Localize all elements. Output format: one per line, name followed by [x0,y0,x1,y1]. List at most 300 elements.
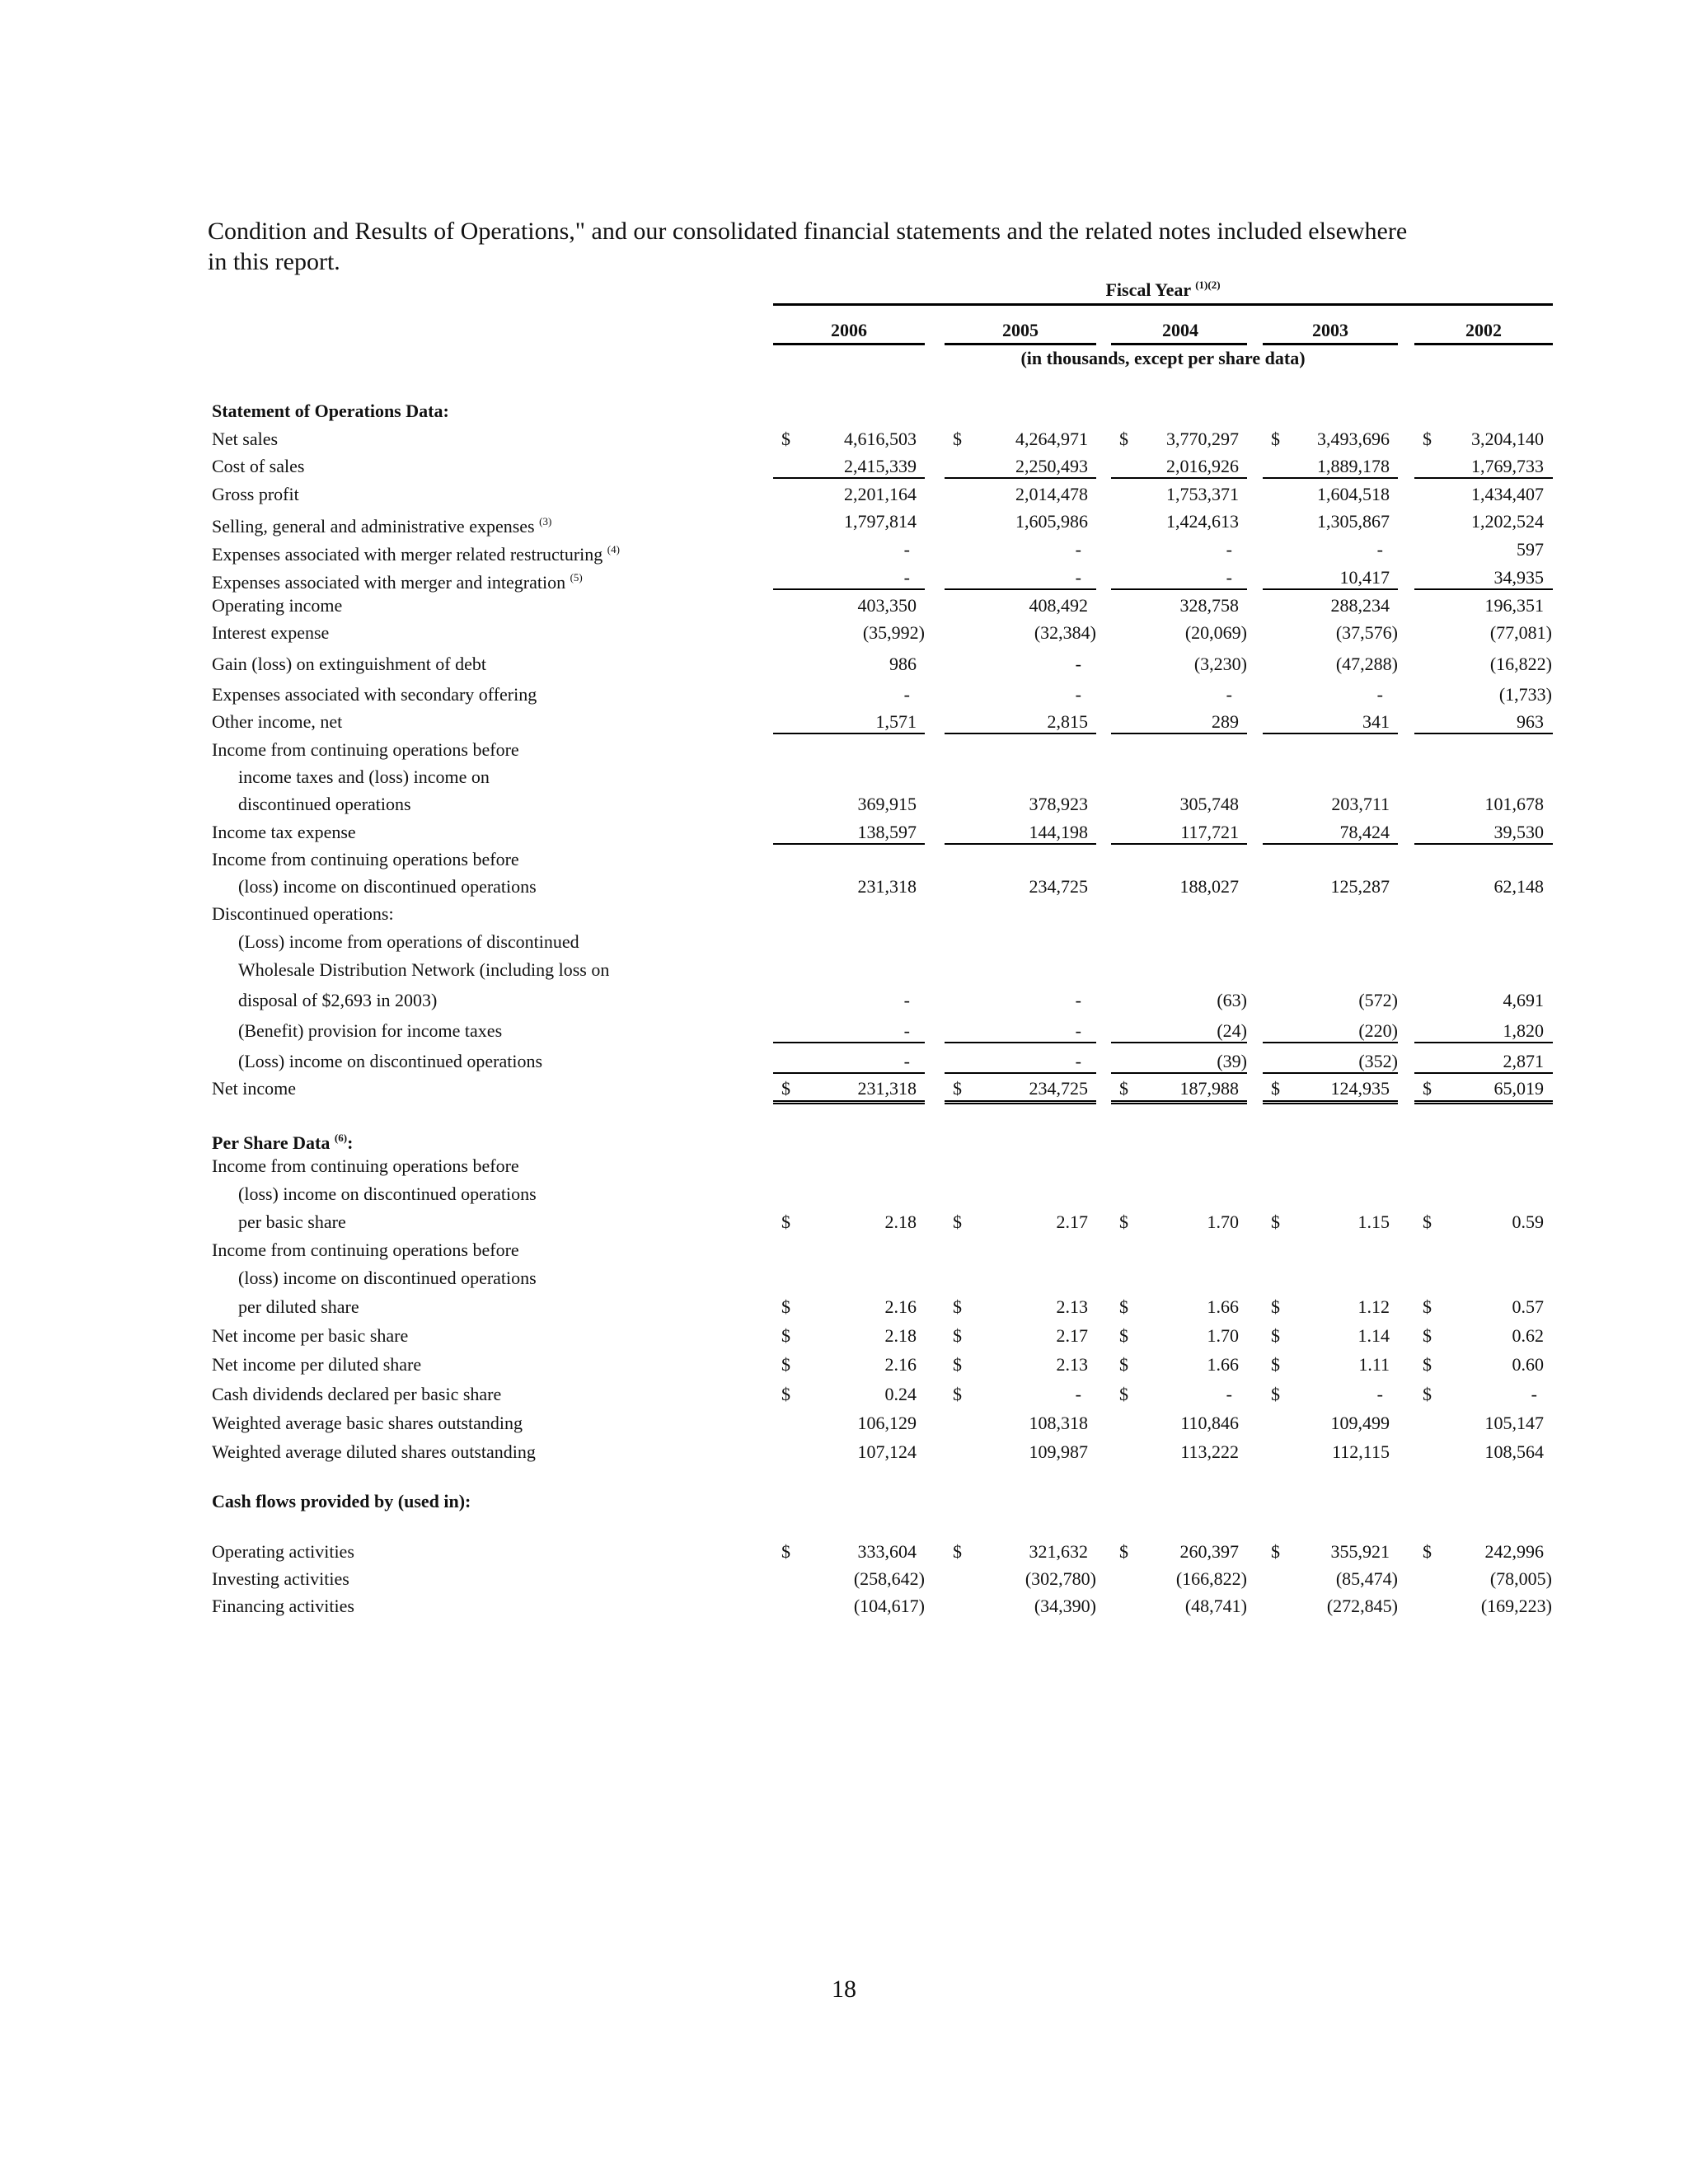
table-cell: 2,871 [1503,1051,1544,1071]
table-cell: 355,921 [1330,1541,1390,1562]
table-cell: 124,935 [1330,1078,1390,1099]
table-cell: 234,725 [1029,876,1088,897]
table-row [0,1324,1688,1348]
row-label-text: disposal of $2,693 in 2003) [238,990,438,1010]
table-cell: 105,147 [1484,1413,1544,1433]
table-cell: 597 [1517,539,1544,560]
dollar-sign: $ [1119,1078,1128,1099]
table-cell: (20,069) [1184,622,1247,643]
table-cell: 2.16 [884,1296,917,1317]
dollar-sign: $ [953,429,962,449]
table-cell: 78,424 [1339,822,1390,842]
table-row [0,593,1688,618]
row-label-text: Gain (loss) on extinguishment of debt [212,654,487,674]
table-cell: 0.24 [884,1384,917,1404]
table-cell: - [1075,1051,1081,1071]
table-cell: 231,318 [857,876,917,897]
table-cell: - [1226,567,1232,588]
table-cell: 144,198 [1029,822,1088,842]
row-label-text: Net income [212,1078,297,1099]
table-cell: 1,202,524 [1471,511,1544,532]
table-cell: 196,351 [1484,595,1544,616]
table-cell: 288,234 [1330,595,1390,616]
table-cell: - [1376,1384,1383,1404]
dollar-sign: $ [1271,429,1280,449]
table-cell: 3,204,140 [1471,429,1544,449]
intro-paragraph [208,216,1568,277]
footnote-ref: (5) [570,571,583,583]
table-cell: 4,691 [1503,990,1544,1010]
dollar-sign: $ [781,429,790,449]
year-header-rule [1263,343,1398,345]
dollar-sign: $ [1423,1296,1432,1317]
table-cell: - [1075,539,1081,560]
dollar-sign: $ [781,1296,790,1317]
row-label-text: Investing activities [212,1568,349,1589]
table-row [0,1019,1688,1043]
table-cell: 110,846 [1180,1413,1239,1433]
row-label [212,1594,354,1619]
table-cell: 112,115 [1332,1441,1390,1462]
table-row [0,537,1688,565]
table-cell: - [903,990,910,1010]
row-label [212,482,299,507]
table-cell: 1,605,986 [1015,511,1088,532]
fiscal-year-title [773,279,1553,301]
table-cell: 0.62 [1512,1325,1544,1346]
table-row [0,1411,1688,1436]
row-label-text: (Loss) income from operations of discontinued [238,931,579,952]
table-cell: (1,733) [1498,684,1552,705]
table-cell: 242,996 [1484,1541,1544,1562]
underline [1414,1042,1553,1043]
dollar-sign: $ [1119,1354,1128,1375]
table-row [0,930,1688,954]
table-cell: 1,424,613 [1166,511,1239,532]
table-cell: 2.13 [1056,1296,1088,1317]
row-label-text: (loss) income on discontinued operations [238,1183,537,1204]
row-label-text: Income from continuing operations before [212,849,519,869]
table-row [0,1238,1688,1263]
underline [1414,843,1553,845]
row-label-text: (Benefit) provision for income taxes [238,1020,503,1041]
table-cell: 1,820 [1503,1020,1544,1041]
table-cell: (85,474) [1335,1568,1398,1589]
page-number: 18 [832,1975,856,2003]
table-cell: - [1075,684,1081,705]
table-cell: 2.13 [1056,1354,1088,1375]
row-label [238,1182,537,1207]
table-row [0,482,1688,507]
dollar-sign: $ [1423,1354,1432,1375]
table-cell: 963 [1517,711,1544,732]
dollar-sign: $ [1271,1541,1280,1562]
table-cell: 1.70 [1207,1325,1239,1346]
table-cell: 34,935 [1493,567,1544,588]
table-row [0,1382,1688,1407]
row-label-text: Net income per basic share [212,1325,409,1346]
row-label [212,537,620,567]
row-label-text: (loss) income on discontinued operations [238,1268,537,1288]
row-label [212,710,342,734]
table-cell: 188,027 [1179,876,1239,897]
row-label [212,1352,421,1377]
year-header-rule [773,343,925,345]
dollar-sign: $ [953,1078,962,1099]
row-label [212,1324,408,1348]
table-row [0,874,1688,899]
fiscal-year-title-text: Fiscal Year [1105,279,1191,300]
row-label [238,1019,502,1043]
row-label-text: Expenses associated with secondary offering [212,684,537,705]
table-cell: (47,288) [1335,654,1398,674]
table-cell: - [903,684,910,705]
row-label [212,820,356,845]
table-row [0,902,1688,926]
table-row [0,1049,1688,1074]
dollar-sign: $ [953,1296,962,1317]
table-cell: - [903,539,910,560]
section-heading-text: Statement of Operations Data: [212,401,449,421]
row-label [212,565,583,595]
table-cell: - [1075,1020,1081,1041]
row-label-text: income taxes and (loss) income on [238,766,490,787]
row-label-text: Income from continuing operations before [212,739,519,760]
row-label-text: discontinued operations [238,794,411,814]
table-cell: 203,711 [1331,794,1390,814]
row-label-text: Other income, net [212,711,343,732]
table-cell: 3,493,696 [1317,429,1390,449]
dollar-sign: $ [1119,1212,1128,1232]
row-label-text: Cash dividends declared per basic share [212,1384,502,1404]
intro-line-1: Condition and Results of Operations," and our consolidated financial statements and the related notes included elsewhere [208,218,1408,245]
table-cell: (78,005) [1489,1568,1552,1589]
row-label-text: Income tax expense [212,822,356,842]
row-label-text: Gross profit [212,484,299,504]
table-row [0,1489,1688,1514]
table-cell: 109,499 [1330,1413,1390,1433]
row-label [238,1295,359,1319]
table-cell: 1.14 [1357,1325,1390,1346]
dollar-sign: $ [781,1212,790,1232]
table-cell: (352) [1358,1051,1398,1071]
dollar-sign: $ [1119,1541,1128,1562]
row-label [238,1049,542,1074]
table-row [0,820,1688,845]
table-row [0,682,1688,707]
table-cell: 2.18 [884,1212,917,1232]
table-cell: 4,264,971 [1015,429,1088,449]
dollar-sign: $ [781,1541,790,1562]
table-cell: 0.57 [1512,1296,1544,1317]
year-header-0: 2006 [831,320,867,340]
table-cell: - [903,1020,910,1041]
fiscal-year-rule [773,303,1553,306]
fiscal-year-footnote-ref: (1)(2) [1195,279,1221,291]
table-cell: 1.15 [1357,1212,1390,1232]
year-header-rule [945,343,1096,345]
section-heading-suffix: : [347,1132,354,1153]
table-row [0,1567,1688,1591]
row-label-text: per basic share [238,1212,346,1232]
table-cell: (220) [1358,1020,1398,1041]
row-label-text: Discontinued operations: [212,903,394,924]
table-cell: (35,992) [862,622,925,643]
table-row [0,454,1688,479]
dollar-sign: $ [1119,1325,1128,1346]
dollar-sign: $ [1423,1078,1432,1099]
table-cell: 1,769,733 [1471,456,1544,476]
table-row [0,958,1688,982]
table-cell: - [1075,990,1081,1010]
table-row [0,1266,1688,1291]
table-row [0,1540,1688,1564]
table-cell: 108,564 [1484,1441,1544,1462]
row-label [212,1567,349,1591]
table-cell: (34,390) [1034,1596,1096,1616]
table-cell: - [1226,539,1232,560]
table-row [0,621,1688,645]
row-label-text: Expenses associated with merger and integration [212,572,566,593]
dollar-sign: $ [1423,1541,1432,1562]
dollar-sign: $ [1423,429,1432,449]
table-row [0,427,1688,452]
table-cell: 341 [1362,711,1390,732]
table-cell: (37,576) [1335,622,1398,643]
table-cell: 1,305,867 [1317,511,1390,532]
table-cell: 2,016,926 [1166,456,1239,476]
row-label [212,902,394,926]
table-cell: 62,148 [1493,876,1544,897]
table-row [0,1440,1688,1465]
row-label [212,1440,536,1465]
table-cell: 0.60 [1512,1354,1544,1375]
dollar-sign: $ [1271,1354,1280,1375]
table-cell: 125,287 [1330,876,1390,897]
table-cell: - [1226,684,1232,705]
table-cell: - [903,1051,910,1071]
dollar-sign: $ [1271,1212,1280,1232]
table-row [0,847,1688,872]
table-row [0,710,1688,734]
footnote-ref: (3) [539,515,552,527]
table-row [0,1594,1688,1619]
double-underline [1414,1100,1553,1104]
table-cell: 333,604 [857,1541,917,1562]
table-cell: 234,725 [1029,1078,1088,1099]
table-row [0,1076,1688,1101]
row-label-text: Selling, general and administrative expenses [212,516,535,537]
dollar-sign: $ [1119,1384,1128,1404]
section-heading [212,399,449,424]
table-cell: 10,417 [1339,567,1390,588]
section-heading [212,1489,471,1514]
table-cell: - [903,567,910,588]
row-label [238,1266,537,1291]
table-cell: 1,797,814 [844,511,917,532]
dollar-sign: $ [781,1078,790,1099]
table-cell: 1.12 [1357,1296,1390,1317]
table-cell: - [1376,539,1383,560]
table-row [0,1126,1688,1151]
dollar-sign: $ [1119,429,1128,449]
table-cell: 328,758 [1179,595,1239,616]
table-cell: (39) [1217,1051,1247,1071]
dollar-sign: $ [953,1384,962,1404]
table-cell: 2.18 [884,1325,917,1346]
table-cell: 378,923 [1029,794,1088,814]
row-label-text: Expenses associated with merger related restructuring [212,544,603,565]
table-cell: (16,822) [1489,654,1552,674]
section-heading-text: Per Share Data [212,1132,331,1153]
year-header-2: 2004 [1162,320,1198,340]
row-label-text: Financing activities [212,1596,354,1616]
table-cell: 65,019 [1493,1078,1544,1099]
table-cell: (32,384) [1034,622,1096,643]
table-cell: 2.17 [1056,1325,1088,1346]
table-cell: 2,815 [1047,711,1088,732]
table-row [0,792,1688,817]
dollar-sign: $ [1119,1296,1128,1317]
table-cell: 2.16 [884,1354,917,1375]
table-cell: (77,081) [1489,622,1552,643]
year-header-rule [1414,343,1553,345]
table-row [0,1154,1688,1179]
table-row [0,509,1688,537]
table-cell: 106,129 [857,1413,917,1433]
table-cell: 408,492 [1029,595,1088,616]
row-label [212,593,342,618]
row-label [212,1382,501,1407]
dollar-sign: $ [1271,1384,1280,1404]
dollar-sign: $ [953,1212,962,1232]
table-cell: - [1376,684,1383,705]
underline [1414,588,1553,590]
table-row [0,988,1688,1013]
table-cell: - [1075,654,1081,674]
table-cell: - [1075,567,1081,588]
row-label-text: Weighted average diluted shares outstanding [212,1441,536,1462]
table-cell: 107,124 [857,1441,917,1462]
dollar-sign: $ [1271,1296,1280,1317]
table-row [0,652,1688,677]
row-label [212,509,551,539]
row-label [212,738,519,762]
table-cell: - [1226,1384,1232,1404]
table-cell: (48,741) [1184,1596,1247,1616]
dollar-sign: $ [781,1325,790,1346]
table-row [0,399,1688,424]
underline [1414,1072,1553,1074]
table-cell: 101,678 [1484,794,1544,814]
table-cell: 109,987 [1029,1441,1088,1462]
table-cell: - [1531,1384,1537,1404]
row-label-text: Income from continuing operations before [212,1155,519,1176]
dollar-sign: $ [953,1325,962,1346]
year-header-3: 2003 [1312,320,1348,340]
table-cell: (258,642) [853,1568,925,1589]
row-label-text: Net sales [212,429,279,449]
underline [1414,733,1553,734]
table-cell: 260,397 [1179,1541,1239,1562]
table-cell: (272,845) [1326,1596,1398,1616]
table-row [0,565,1688,593]
table-row [0,1182,1688,1207]
table-cell: (169,223) [1480,1596,1552,1616]
table-row [0,1352,1688,1377]
row-label [212,427,278,452]
row-label-text: Cost of sales [212,456,305,476]
row-label [212,1154,519,1179]
table-cell: 4,616,503 [844,429,917,449]
row-label-text: Operating income [212,595,343,616]
row-label [212,1540,354,1564]
table-cell: (3,230) [1193,654,1247,674]
row-label [238,1210,346,1235]
row-label [212,1076,296,1101]
row-label [238,765,490,790]
table-cell: 3,770,297 [1166,429,1239,449]
table-cell: 2,201,164 [844,484,917,504]
row-label-text: Operating activities [212,1541,354,1562]
intro-line-2: in this report. [208,248,340,275]
table-cell: 1,434,407 [1471,484,1544,504]
row-label [212,847,519,872]
dollar-sign: $ [1271,1078,1280,1099]
table-cell: (24) [1217,1020,1247,1041]
table-row [0,738,1688,762]
row-label [212,621,329,645]
table-cell: 1,753,371 [1166,484,1239,504]
table-cell: 0.59 [1512,1212,1544,1232]
table-row [0,765,1688,790]
row-label-text: Weighted average basic shares outstanding [212,1413,523,1433]
row-label-text: Income from continuing operations before [212,1240,519,1260]
row-label [238,874,537,899]
year-header-rule [1111,343,1247,345]
dollar-sign: $ [781,1384,790,1404]
dollar-sign: $ [1423,1384,1432,1404]
table-cell: 1,889,178 [1317,456,1390,476]
underline [1414,477,1553,479]
table-cell: - [1075,1384,1081,1404]
dollar-sign: $ [1423,1325,1432,1346]
table-cell: 187,988 [1179,1078,1239,1099]
row-label [238,958,609,982]
year-header-1: 2005 [1002,320,1039,340]
row-label-text: Net income per diluted share [212,1354,422,1375]
row-label-text: (Loss) income on discontinued operations [238,1051,543,1071]
table-cell: 2,250,493 [1015,456,1088,476]
row-label [238,930,579,954]
row-label [212,1411,523,1436]
row-label [212,682,537,707]
dollar-sign: $ [1423,1212,1432,1232]
row-label-text: Interest expense [212,622,330,643]
row-label-text: Wholesale Distribution Network (including loss on [238,959,610,980]
dollar-sign: $ [953,1541,962,1562]
row-label [212,652,486,677]
year-header-4: 2002 [1465,320,1502,340]
table-cell: 231,318 [857,1078,917,1099]
table-row [0,1210,1688,1235]
row-label-text: per diluted share [238,1296,359,1317]
table-cell: 1.66 [1207,1296,1239,1317]
table-cell: 289 [1212,711,1239,732]
table-cell: 1.66 [1207,1354,1239,1375]
table-cell: 1.11 [1358,1354,1390,1375]
table-cell: 986 [889,654,917,674]
